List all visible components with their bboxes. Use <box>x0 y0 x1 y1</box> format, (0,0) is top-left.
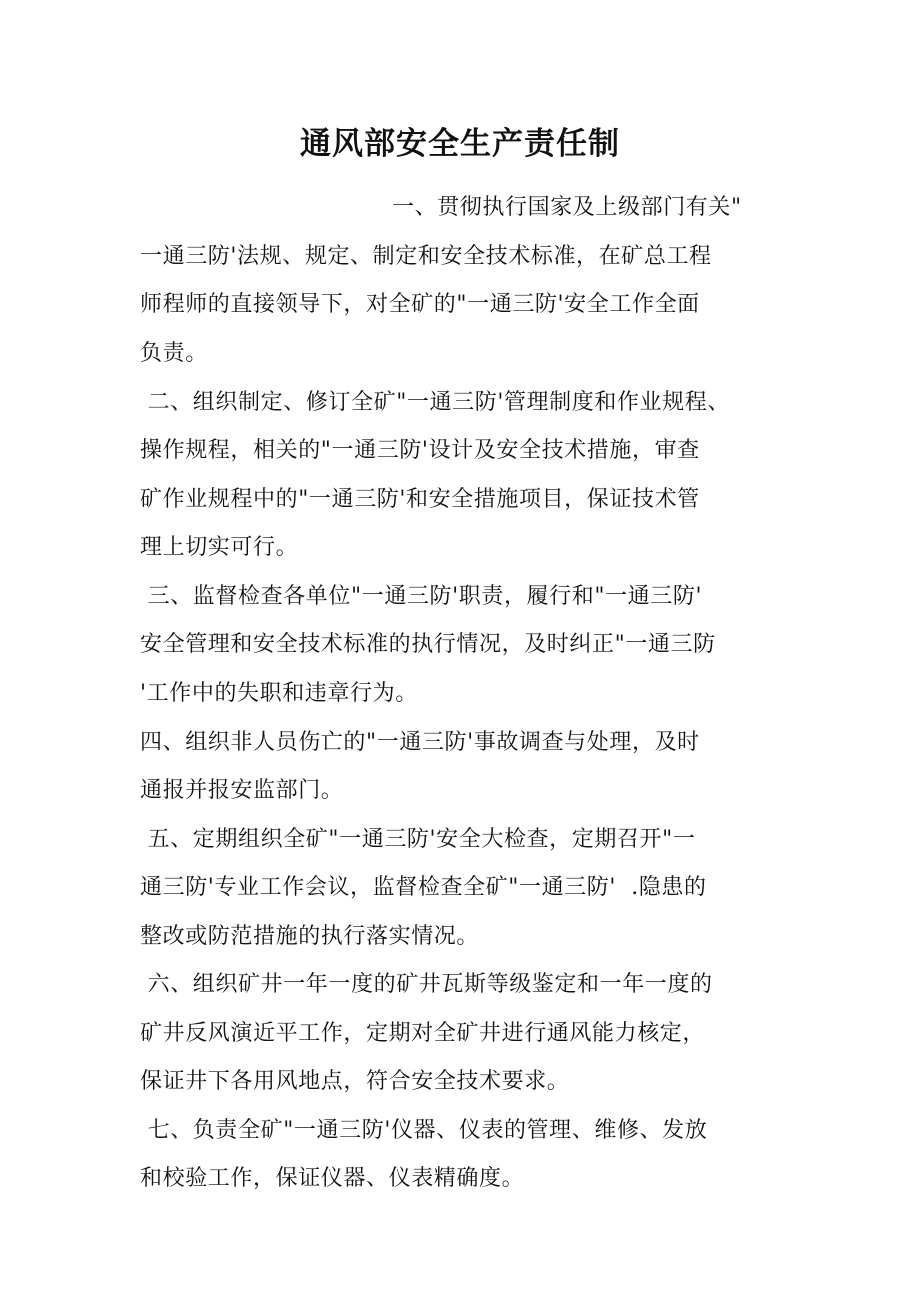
paragraph-line: 一、贯彻执行国家及上级部门有关" <box>392 195 742 220</box>
paragraph-line: 六、组织矿井一年一度的矿井瓦斯等级鉴定和一年一度的 <box>140 972 713 997</box>
paragraph-line: 整改或防范措施的执行落实情况。 <box>140 924 480 949</box>
paragraph-line: 二、组织制定、修订全矿"一通三防'管理制度和作业规程、 <box>140 390 730 415</box>
paragraph-line: 安全管理和安全技术标准的执行情况，及时纠正"一通三防 <box>140 632 716 657</box>
paragraph-line: 师程师的直接领导下，对全矿的"一通三防'安全工作全面 <box>140 292 700 317</box>
paragraph-line: 矿作业规程中的"一通三防'和安全措施项目，保证技术管 <box>140 487 700 512</box>
paragraph-line: 四、组织非人员伤亡的"一通三防'事故调查与处理，及时 <box>140 730 700 755</box>
paragraph-line: 七、负责全矿"一通三防'仪器、仪表的管理、维修、发放 <box>140 1118 708 1143</box>
paragraph-line: 理上切实可行。 <box>140 535 299 560</box>
paragraph-line: '工作中的失职和违章行为。 <box>140 681 418 706</box>
paragraph-line: 和校验工作，保证仪器、仪表精确度。 <box>140 1166 525 1191</box>
paragraph-line: 操作规程，相关的"一通三防'设计及安全技术措施，审查 <box>140 438 700 463</box>
document-title: 通风部安全生产责任制 <box>300 126 620 162</box>
paragraph-line: 保证井下各用风地点，符合安全技术要求。 <box>140 1069 570 1094</box>
paragraph-line: 通三防'专业工作会议，监督检查全矿"一通三防' .隐患的 <box>140 875 707 900</box>
paragraph-line: 三、监督检查各单位"一通三防'职责，履行和"一通三防' <box>140 584 703 609</box>
paragraph-line: 矿井反风演近平工作，定期对全矿井进行通风能力核定， <box>140 1021 706 1046</box>
paragraph-line: 负责。 <box>140 341 208 366</box>
paragraph-line: 一通三防'法规、规定、制定和安全技术标准，在矿总工程 <box>140 244 712 269</box>
paragraph-line: 五、定期组织全矿"一通三防'安全大检查，定期召开"一 <box>140 827 696 852</box>
paragraph-line: 通报并报安监部门。 <box>140 778 344 803</box>
